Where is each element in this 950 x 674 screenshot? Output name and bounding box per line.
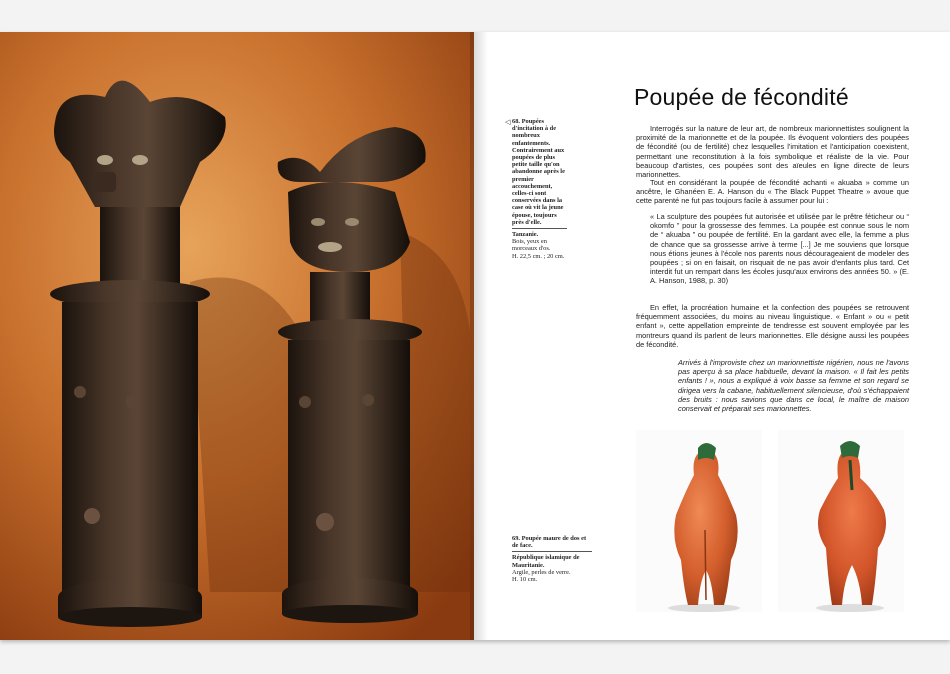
caption-68-origin: Tanzanie. (512, 231, 539, 239)
caption-68-number: 68. (512, 118, 520, 125)
caption-69-material: Argile, perles de verre. (512, 568, 571, 576)
clay-doll-back-illustration (636, 430, 762, 612)
caption-69-origin: République islamique de Mauritanie. (512, 554, 580, 569)
caption-68-divider (512, 228, 567, 229)
caption-69 (512, 535, 592, 583)
caption-69-number: 69. (512, 535, 520, 542)
clay-doll-front-photo (778, 430, 904, 612)
paragraph-3-text: En effet, la procréation humaine et la confection des poupées se retrouvent fréquemment associées, du moins au niveau linguistique. « Enfant » ou « petit enfant », cette appellation empreinte de tendresse est souvent employée par les montreurs quand ils parlent de leurs marionnettes. Elle désigne aussi les poupées de fécondité. (636, 303, 909, 349)
paragraph-2 (636, 178, 909, 206)
page-gutter-shadow (470, 32, 488, 640)
left-triangle-icon: ◁ (505, 118, 511, 126)
paragraph-1-text: Interrogés sur la nature de leur art, de nombreux marionnettistes soulignent la proximité de la marionnette et de la poupée. Ils évoquent volontiers des poupées de fécondité (ou de fertilité) chez lesquelles l'imitation et l'anticipation coexistent, permettant une reconstitution à la fois symbolique et réaliste de la vie. Pour beaucoup d'artistes, ces poupées sont des aïeules en ligne directe de leurs marionnettes. (636, 124, 909, 180)
caption-68-material: Bois, yeux en morceaux d'os. (512, 238, 551, 253)
clay-doll-back-photo (636, 430, 762, 612)
page-title: Poupée de fécondité (634, 84, 849, 110)
caption-69-lead: Poupée maure de dos et de face. (512, 535, 587, 550)
anecdote-italic: Arrivés à l'improviste chez un marionnettiste nigérien, nous ne l'avons pas aperçu à sa place habituelle, devant la maison. « Il fait les petits enfants ! », nous a expliqué à voix basse sa femme et son regard se dirigea vers la cabane, habituellement silencieuse, d'où s'échappaient des bruits : nous savions que dans ce local, le maître de maison conservait et préparait ses marionnettes. (678, 358, 909, 414)
paragraph-2-text: Tout en considérant la poupée de fécondité achanti « akuaba » comme un ancêtre, le Ghanéen E. A. Hanson du « The Black Puppet Theatre » avoue que cette parenté ne fut pas toujours facile à assumer pour lui : (636, 178, 909, 206)
caption-68-lead: Poupées d'incitation à de nombreux enfantements. Contrairement aux poupées de plus petite taille qu'on abandonne après le premier accouchement, celles-ci sont conservées dans la case où vit la jeune épouse, toujours près d'elle. (512, 118, 565, 226)
wooden-dolls-illustration (0, 32, 474, 640)
hanson-quote: « La sculpture des poupées fut autorisée et utilisée par le prêtre féticheur ou “ okomfo ” pour la grossesse des femmes. La poupée est connue sous le nom de “ akuaba ” ou poupée de fertilité. En la gardant avec elle, la femme a plus de chance que sa grossesse arrive à terme [...] Je me souviens que lorsque nous étions jeunes à l'école nos parents nous décourageaient de modeler des poupées ; si on en faisait, on risquait de ne pas avoir d'enfants plus tard. Cet interdit fut un rempart dans les écoles jusqu'aux environs des années 50. » (E. A. Hanson, 1988, p. 30) (650, 212, 909, 286)
book-spread (0, 32, 950, 640)
caption-68 (512, 118, 567, 260)
paragraph-3 (636, 303, 909, 349)
caption-69-divider (512, 551, 592, 552)
fertility-dolls-photo (0, 32, 474, 640)
clay-doll-front-illustration (778, 430, 904, 612)
caption-69-size: H. 10 cm. (512, 576, 538, 584)
paragraph-1 (636, 124, 909, 179)
caption-68-size: H. 22,5 cm. ; 20 cm. (512, 252, 565, 260)
